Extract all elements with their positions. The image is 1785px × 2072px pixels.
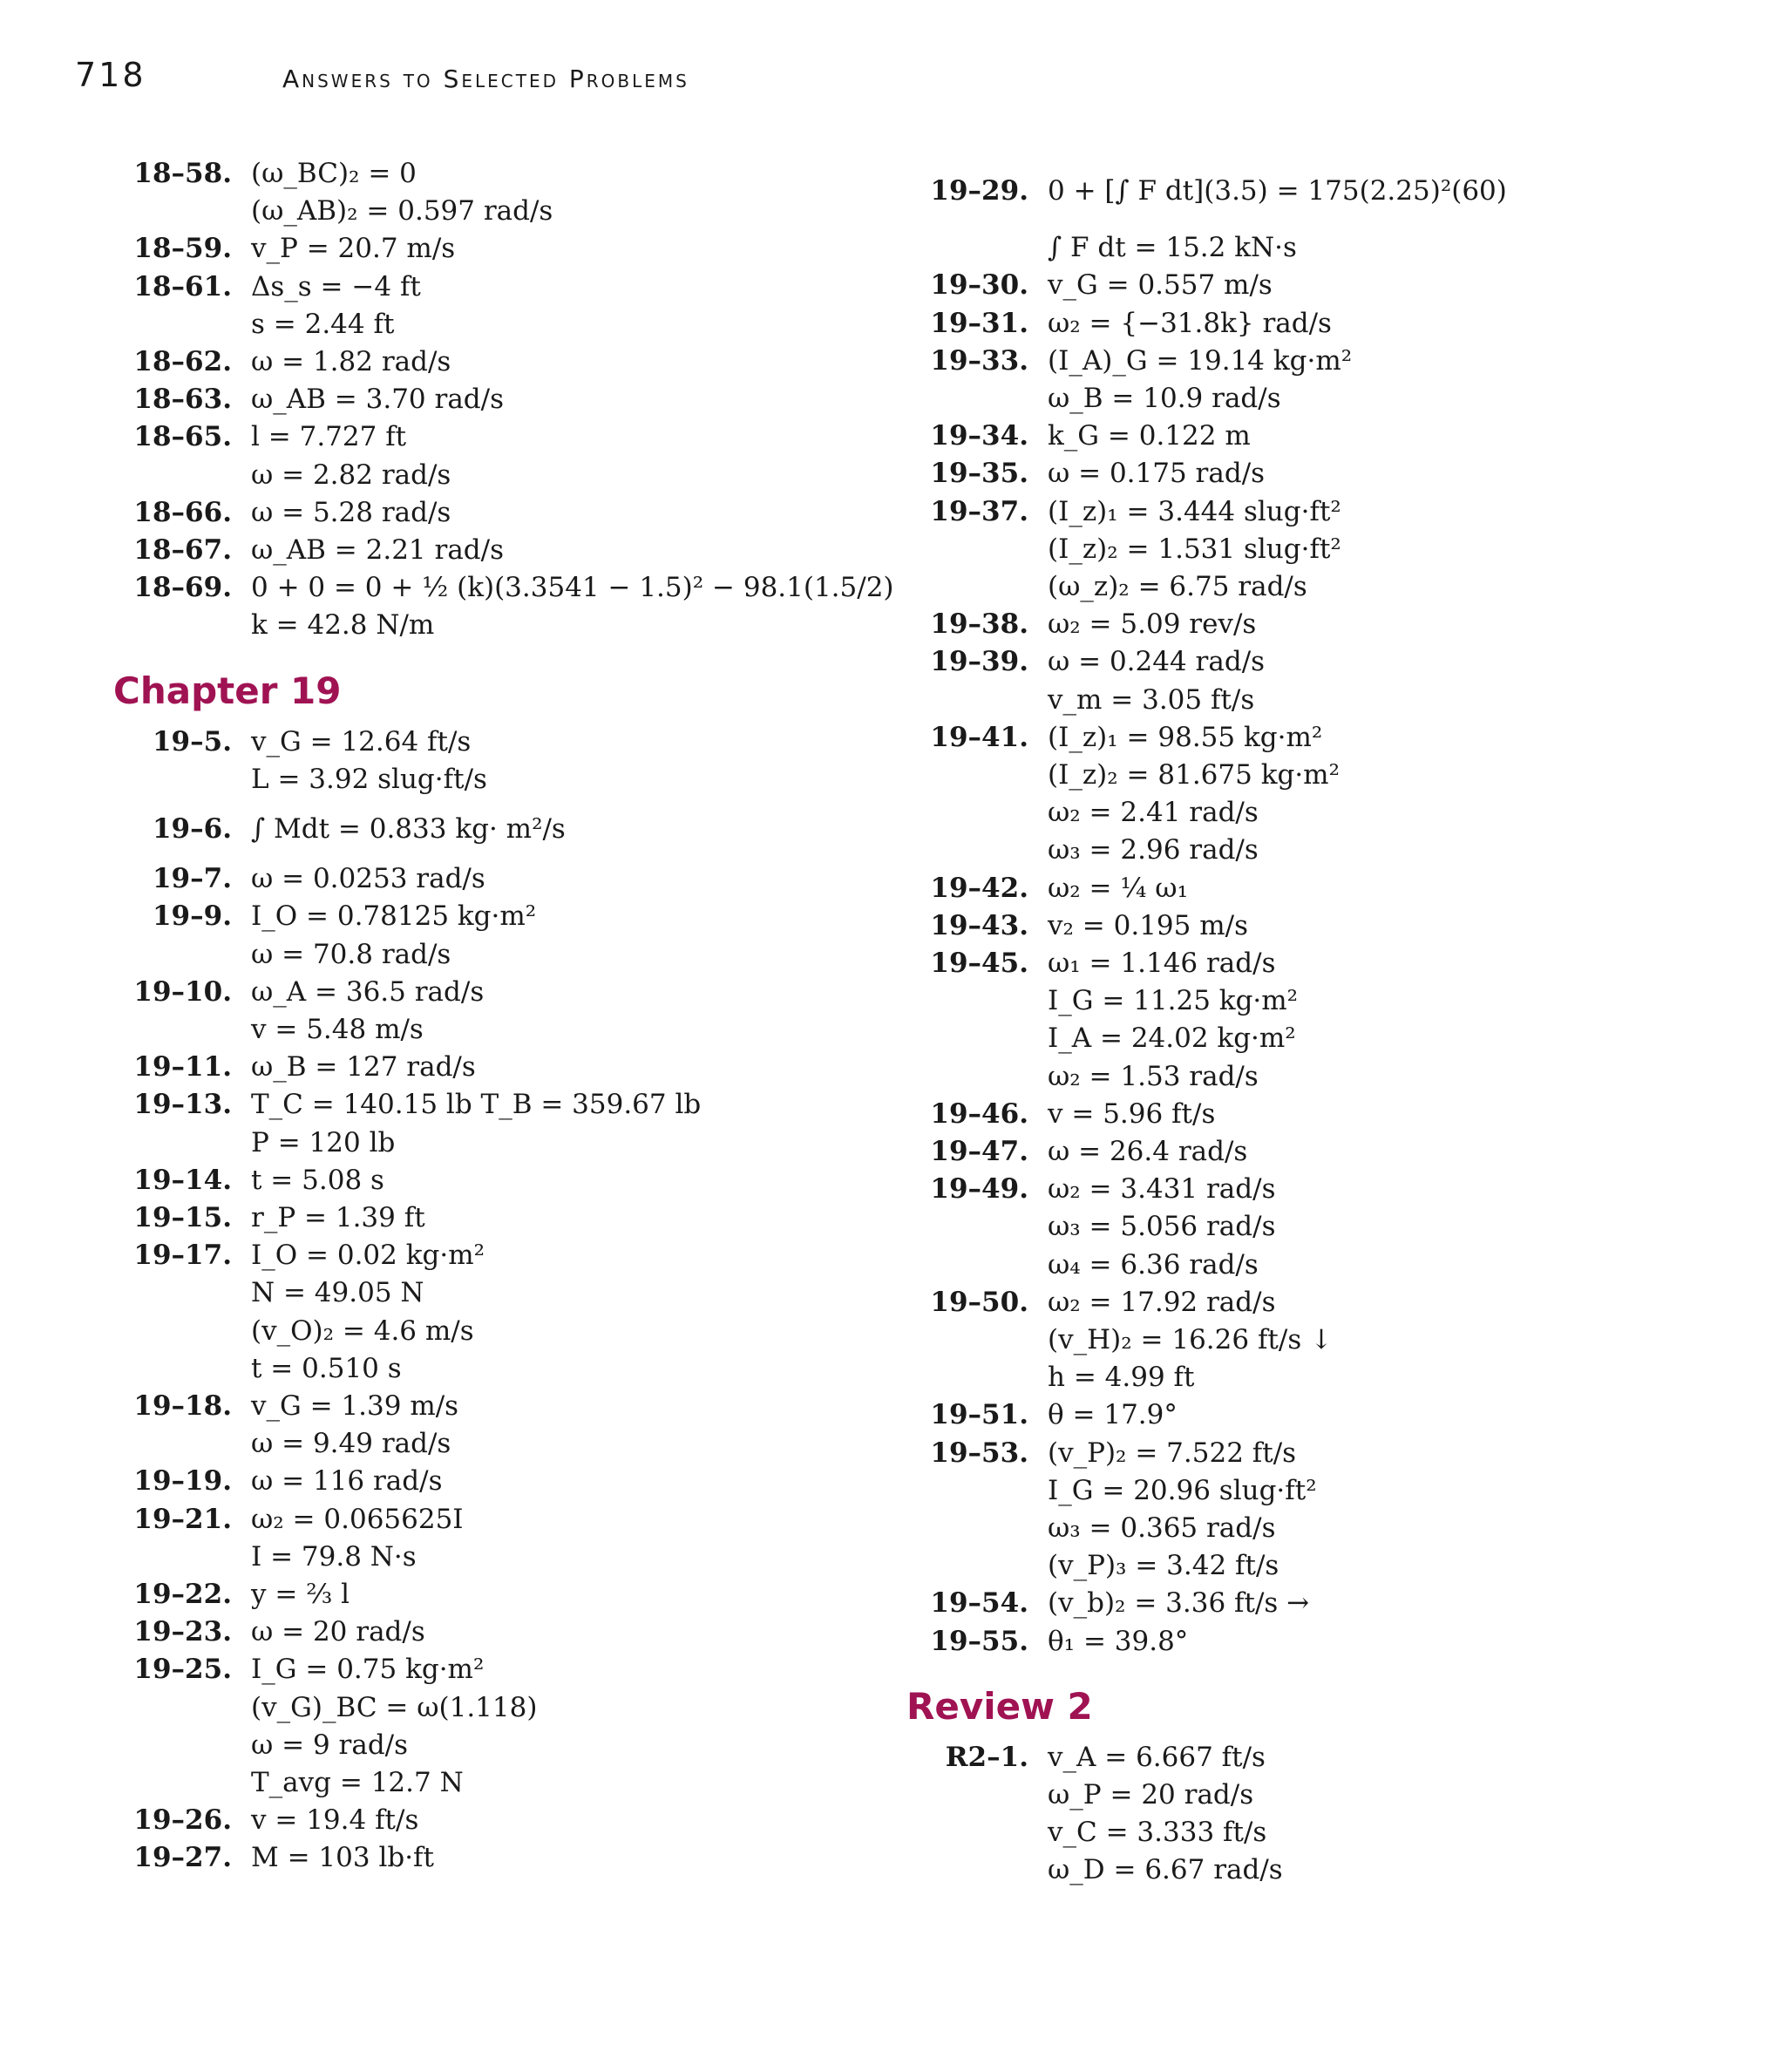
problem-number: 18–65. (133, 421, 232, 453)
problem-number: 19–22. (133, 1579, 232, 1610)
answer-line: N = 49.05 N (251, 1277, 424, 1309)
answer-line: v_C = 3.333 ft/s (1048, 1817, 1267, 1849)
answer-line: ω = 26.4 rad/s (1048, 1136, 1248, 1167)
problem-number: 19–53. (930, 1437, 1028, 1469)
problem-number: 19–29. (930, 175, 1028, 207)
problem-number: 19–50. (930, 1286, 1028, 1318)
problem-number: 19–43. (930, 909, 1028, 941)
answer-line: s = 2.44 ft (251, 308, 395, 340)
problem-number: 18–59. (133, 233, 232, 265)
answer-line: t = 5.08 s (251, 1164, 384, 1196)
answer-line: ω = 5.28 rad/s (251, 496, 451, 528)
answer-line: ∫ Mdt = 0.833 kg· m²/s (251, 813, 566, 845)
problem-number: 19–42. (930, 872, 1028, 904)
answer-line: v = 19.4 ft/s (251, 1804, 419, 1837)
problem-number: 19–17. (133, 1240, 232, 1272)
answer-line: I_G = 0.75 kg·m² (251, 1654, 485, 1686)
problem-number: 19–39. (930, 646, 1028, 678)
answer-line: k = 42.8 N/m (251, 609, 435, 642)
answer-line: t = 0.510 s (251, 1352, 402, 1384)
answer-line: M = 103 lb·ft (251, 1842, 434, 1874)
problem-number: 19–26. (133, 1804, 232, 1837)
answer-line: ω_AB = 3.70 rad/s (251, 384, 505, 416)
problem-number: 18–66. (133, 496, 232, 528)
answer-line: ω_AB = 2.21 rad/s (251, 534, 505, 566)
answer-line: I = 79.8 N·s (251, 1540, 417, 1573)
problem-number: 18–67. (133, 534, 232, 566)
answer-line: I_G = 11.25 kg·m² (1048, 985, 1299, 1017)
answer-line: v₂ = 0.195 m/s (1048, 909, 1248, 941)
answer-line: I_O = 0.78125 kg·m² (251, 900, 537, 933)
answer-line: (v_P)₃ = 3.42 ft/s (1048, 1550, 1279, 1582)
problem-number: 19–13. (133, 1089, 232, 1121)
answer-line: y = ⅔ l (251, 1579, 350, 1610)
answer-line: Δs_s = −4 ft (251, 270, 421, 302)
answer-line: ω₂ = 3.431 rad/s (1048, 1173, 1276, 1206)
answer-line: (v_O)₂ = 4.6 m/s (251, 1315, 474, 1347)
problem-number: 19–21. (133, 1503, 232, 1535)
problem-number: 19–30. (930, 269, 1028, 302)
answer-line: 0 + [∫ F dt](3.5) = 175(2.25)²(60) (1048, 175, 1507, 207)
answer-line: v_G = 12.64 ft/s (251, 725, 472, 757)
answer-line: ω = 116 rad/s (251, 1465, 443, 1498)
answer-line: ω_B = 127 rad/s (251, 1051, 476, 1084)
answer-line: v_P = 20.7 m/s (251, 233, 456, 265)
problem-number: 19–6. (152, 813, 232, 845)
problem-number: 19–54. (930, 1587, 1028, 1620)
answer-line: I_G = 20.96 slug·ft² (1048, 1474, 1317, 1506)
page-number: 718 (75, 56, 146, 94)
answer-line: ω_P = 20 rad/s (1048, 1778, 1254, 1810)
answer-line: (I_A)_G = 19.14 kg·m² (1048, 344, 1353, 377)
answer-line: ω_D = 6.67 rad/s (1048, 1854, 1283, 1886)
answer-line: ω_A = 36.5 rad/s (251, 975, 485, 1008)
problem-number: 18–58. (133, 158, 232, 189)
problem-number: 19–11. (133, 1051, 232, 1084)
answer-line: I_O = 0.02 kg·m² (251, 1240, 485, 1272)
answer-line: ω₂ = 17.92 rad/s (1048, 1286, 1276, 1318)
answer-line: v = 5.48 m/s (251, 1013, 424, 1045)
answer-line: (ω_z)₂ = 6.75 rad/s (1048, 570, 1307, 602)
problem-number: 19–47. (930, 1136, 1028, 1167)
answer-line: ω₁ = 1.146 rad/s (1048, 948, 1276, 979)
problem-number: 19–9. (152, 900, 232, 933)
answer-line: ω = 20 rad/s (251, 1616, 425, 1648)
answer-line: ω = 0.244 rad/s (1048, 646, 1266, 678)
answer-line: (I_z)₂ = 81.675 kg·m² (1048, 758, 1340, 791)
answer-line: ω₃ = 2.96 rad/s (1048, 834, 1259, 866)
problem-number: 19–35. (930, 458, 1028, 490)
answer-line: (ω_AB)₂ = 0.597 rad/s (251, 195, 553, 228)
answer-line: ω₂ = ¼ ω₁ (1048, 872, 1188, 904)
answer-line: (I_z)₁ = 98.55 kg·m² (1048, 721, 1323, 753)
answer-line: (ω_BC)₂ = 0 (251, 158, 417, 189)
problem-number: 19–33. (930, 344, 1028, 377)
chapter-heading: Chapter 19 (113, 669, 342, 712)
problem-number: 19–37. (930, 495, 1028, 527)
answer-line: ω₂ = {−31.8k} rad/s (1048, 307, 1332, 339)
running-head: Answers to Selected Problems (282, 65, 689, 93)
answer-line: ω = 2.82 rad/s (251, 459, 451, 491)
answer-line: (I_z)₂ = 1.531 slug·ft² (1048, 533, 1341, 565)
answer-line: ω = 1.82 rad/s (251, 346, 451, 377)
answer-line: (v_H)₂ = 16.26 ft/s ↓ (1048, 1323, 1334, 1355)
problem-number: 18–62. (133, 346, 232, 377)
answer-line: ω = 0.175 rad/s (1048, 458, 1266, 490)
answer-line: r_P = 1.39 ft (251, 1202, 425, 1233)
answer-line: k_G = 0.122 m (1048, 420, 1251, 452)
answer-line: I_A = 24.02 kg·m² (1048, 1022, 1296, 1055)
problem-number: 19–45. (930, 948, 1028, 979)
answer-line: h = 4.99 ft (1048, 1362, 1195, 1394)
problem-number: 19–5. (152, 725, 232, 757)
problem-number: R2–1. (945, 1741, 1028, 1773)
problem-number: 18–61. (133, 270, 232, 302)
problem-number: 19–10. (133, 975, 232, 1008)
answer-line: ω₂ = 0.065625I (251, 1503, 464, 1535)
answer-line: (v_P)₂ = 7.522 ft/s (1048, 1437, 1297, 1469)
answer-line: ω₃ = 5.056 rad/s (1048, 1211, 1276, 1243)
answer-line: ω₂ = 5.09 rev/s (1048, 608, 1257, 641)
answer-line: ∫ F dt = 15.2 kN·s (1048, 232, 1297, 264)
answer-line: T_C = 140.15 lb T_B = 359.67 lb (251, 1089, 702, 1121)
problem-number: 19–49. (930, 1173, 1028, 1206)
problem-number: 19–27. (133, 1842, 232, 1874)
answer-line: v_G = 0.557 m/s (1048, 269, 1273, 302)
problem-number: 19–14. (133, 1164, 232, 1196)
answer-line: ω₃ = 0.365 rad/s (1048, 1512, 1276, 1544)
problem-number: 19–18. (133, 1390, 232, 1422)
answer-line: T_avg = 12.7 N (251, 1766, 464, 1798)
problem-number: 19–19. (133, 1465, 232, 1498)
answer-line: v_m = 3.05 ft/s (1048, 683, 1255, 716)
problem-number: 19–34. (930, 420, 1028, 452)
answer-line: θ = 17.9° (1048, 1399, 1178, 1431)
problem-number: 19–23. (133, 1616, 232, 1648)
problem-number: 19–51. (930, 1399, 1028, 1431)
problem-number: 19–7. (152, 863, 232, 895)
problem-number: 19–25. (133, 1654, 232, 1686)
answer-line: P = 120 lb (251, 1126, 396, 1158)
problem-number: 19–15. (133, 1202, 232, 1233)
answer-line: ω₂ = 2.41 rad/s (1048, 797, 1259, 829)
answer-line: ω₄ = 6.36 rad/s (1048, 1248, 1259, 1281)
answer-line: ω_B = 10.9 rad/s (1048, 382, 1281, 414)
answer-line: v_A = 6.667 ft/s (1048, 1741, 1266, 1773)
answer-line: v = 5.96 ft/s (1048, 1097, 1216, 1130)
problem-number: 18–63. (133, 384, 232, 416)
chapter-heading: Review 2 (906, 1684, 1093, 1728)
answer-line: ω = 9.49 rad/s (251, 1428, 451, 1460)
answer-line: l = 7.727 ft (251, 421, 407, 453)
answer-line: θ₁ = 39.8° (1048, 1625, 1189, 1657)
answer-line: ω = 9 rad/s (251, 1729, 409, 1761)
problem-number: 19–31. (930, 307, 1028, 339)
answer-line: L = 3.92 slug·ft/s (251, 763, 487, 795)
answer-line: v_G = 1.39 m/s (251, 1390, 459, 1422)
answer-line: (I_z)₁ = 3.444 slug·ft² (1048, 495, 1341, 527)
answer-line: ω = 0.0253 rad/s (251, 863, 485, 895)
answer-line: (v_G)_BC = ω(1.118) (251, 1691, 538, 1723)
problem-number: 19–46. (930, 1097, 1028, 1130)
answer-line: (v_b)₂ = 3.36 ft/s → (1048, 1587, 1310, 1620)
answer-line: 0 + 0 = 0 + ½ (k)(3.3541 − 1.5)² − 98.1(1.5/2) (251, 572, 894, 604)
answer-line: ω₂ = 1.53 rad/s (1048, 1060, 1259, 1092)
problem-number: 19–38. (930, 608, 1028, 641)
problem-number: 18–69. (133, 572, 232, 604)
problem-number: 19–41. (930, 721, 1028, 753)
answer-line: ω = 70.8 rad/s (251, 938, 451, 970)
problem-number: 19–55. (930, 1625, 1028, 1657)
